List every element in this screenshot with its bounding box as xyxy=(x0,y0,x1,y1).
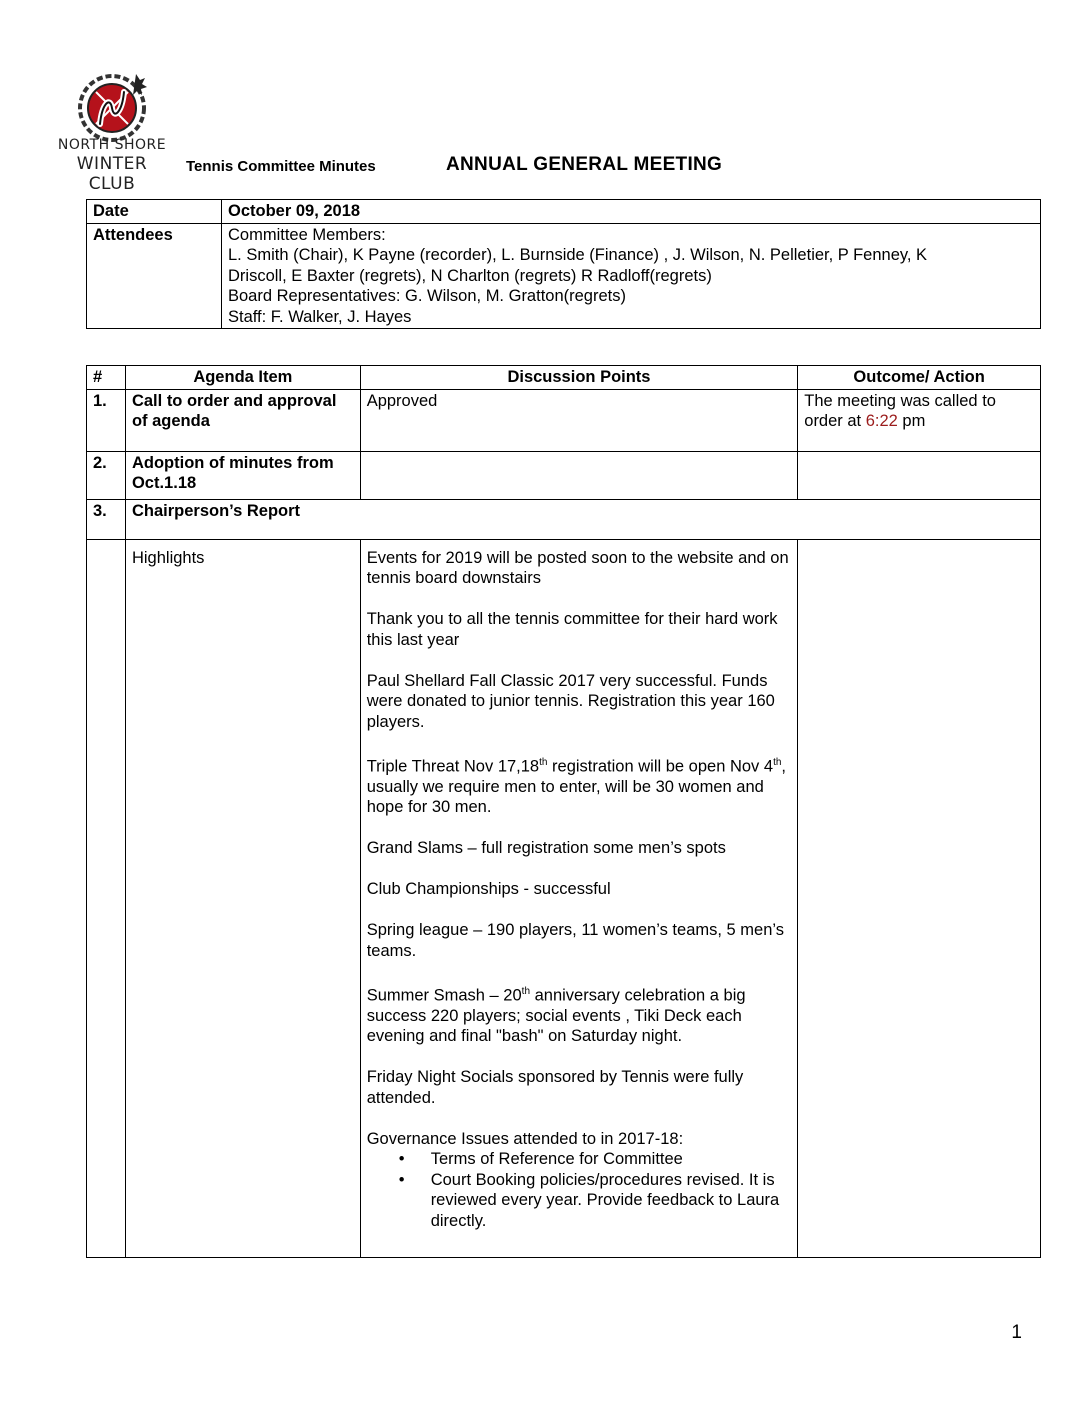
governance-block xyxy=(367,1129,792,1232)
col-header-discussion: Discussion Points xyxy=(360,366,798,390)
attendees-label: Attendees xyxy=(87,223,222,329)
list-item: • Court Booking policies/procedures revised. It is reviewed every year. Provide feedback to Laura directly. xyxy=(367,1170,792,1232)
agenda-row-highlights xyxy=(87,539,1041,1257)
agenda-row-number: 2. xyxy=(87,451,126,499)
highlight-paragraph: Friday Night Socials sponsored by Tennis were fully attended. xyxy=(366,1068,744,1107)
agenda-header-row xyxy=(87,366,1041,390)
committee-title: Tennis Committee Minutes xyxy=(186,158,376,175)
highlight-paragraph xyxy=(367,982,792,1047)
agenda-row xyxy=(87,451,1041,499)
highlight-paragraph xyxy=(367,753,792,818)
agenda-row-item: Call to order and approval of agenda xyxy=(125,389,360,451)
meeting-start-time: 6:22 xyxy=(865,412,898,430)
superscript: th xyxy=(773,756,782,768)
agenda-row-item: Highlights xyxy=(125,539,360,1257)
meeting-info-table xyxy=(86,199,1041,329)
highlight-paragraph: Club Championships - successful xyxy=(366,880,611,898)
date-label: Date xyxy=(87,200,222,224)
text-run: Triple Threat Nov 17,18 xyxy=(366,757,540,775)
logo-text-line1: NORTH SHORE xyxy=(57,137,167,153)
attendees-line: Staff: F. Walker, J. Hayes xyxy=(228,307,412,326)
highlight-paragraph: Events for 2019 will be posted soon to the website and on tennis board downstairs xyxy=(366,548,789,587)
logo-text-line2: WINTER CLUB xyxy=(76,154,148,194)
agenda-row-number xyxy=(87,539,126,1257)
col-header-number: # xyxy=(87,366,126,390)
agenda-row-outcome xyxy=(798,451,1041,499)
meeting-title: ANNUAL GENERAL MEETING xyxy=(446,154,723,175)
attendees-line: Board Representatives: G. Wilson, M. Gratton(regrets) xyxy=(228,287,626,305)
agenda-row xyxy=(87,389,1041,451)
agenda-row-number: 1. xyxy=(87,389,126,451)
agenda-row-number: 3. xyxy=(87,499,126,539)
highlight-paragraph: Grand Slams – full registration some men’s spots xyxy=(366,839,726,857)
highlight-paragraph: Spring league – 190 players, 11 women’s teams, 5 men’s teams. xyxy=(366,921,785,960)
agenda-row-discussion: Approved xyxy=(360,389,798,451)
agenda-row-outcome xyxy=(798,389,1041,451)
club-logo xyxy=(52,70,172,194)
agenda-row-outcome xyxy=(798,539,1041,1257)
text-run: anniversary celebration a big success 220 players; social events , Tiki Deck each evening and final "bash" on Saturday night. xyxy=(366,986,746,1045)
highlight-paragraph: Thank you to all the tennis committee for their hard work this last year xyxy=(366,610,778,649)
agenda-row-discussion xyxy=(360,451,798,499)
superscript: th xyxy=(539,756,548,768)
agenda-row-item: Adoption of minutes from Oct.1.18 xyxy=(125,451,360,499)
governance-list xyxy=(367,1149,792,1231)
highlight-paragraph: Paul Shellard Fall Classic 2017 very successful. Funds were donated to junior tennis. Registration this year 160 players. xyxy=(366,671,775,731)
date-row xyxy=(87,200,1041,224)
attendees-value xyxy=(222,223,1041,329)
text-run: Summer Smash – 20 xyxy=(366,986,522,1004)
list-item: • Terms of Reference for Committee xyxy=(367,1149,792,1170)
governance-heading: Governance Issues attended to in 2017-18: xyxy=(366,1129,684,1148)
superscript: th xyxy=(521,985,531,997)
outcome-text: The meeting was called to order at xyxy=(804,391,996,430)
attendees-line: Committee Members: xyxy=(228,225,386,244)
col-header-outcome: Outcome/ Action xyxy=(798,366,1041,390)
agenda-row-item: Chairperson’s Report xyxy=(125,499,1040,539)
col-header-item: Agenda Item xyxy=(125,366,360,390)
attendees-line: Driscoll, E Baxter (regrets), N Charlton (regrets) R Radloff(regrets) xyxy=(228,266,712,285)
agenda-row xyxy=(87,499,1041,539)
text-run: , usually we require men to enter, will be 30 women and hope for 30 men. xyxy=(366,757,787,816)
page-number: 1 xyxy=(1011,1322,1022,1343)
text-run: registration will be open Nov 4 xyxy=(547,757,774,775)
highlights-discussion xyxy=(360,539,798,1257)
agenda-table xyxy=(86,365,1041,1258)
attendees-row xyxy=(87,223,1041,329)
outcome-text-end: pm xyxy=(897,412,926,430)
date-value: October 09, 2018 xyxy=(222,200,1041,224)
attendees-line: L. Smith (Chair), K Payne (recorder), L. Burnside (Finance) , J. Wilson, N. Pelletier, P Fenney, K xyxy=(228,246,928,264)
